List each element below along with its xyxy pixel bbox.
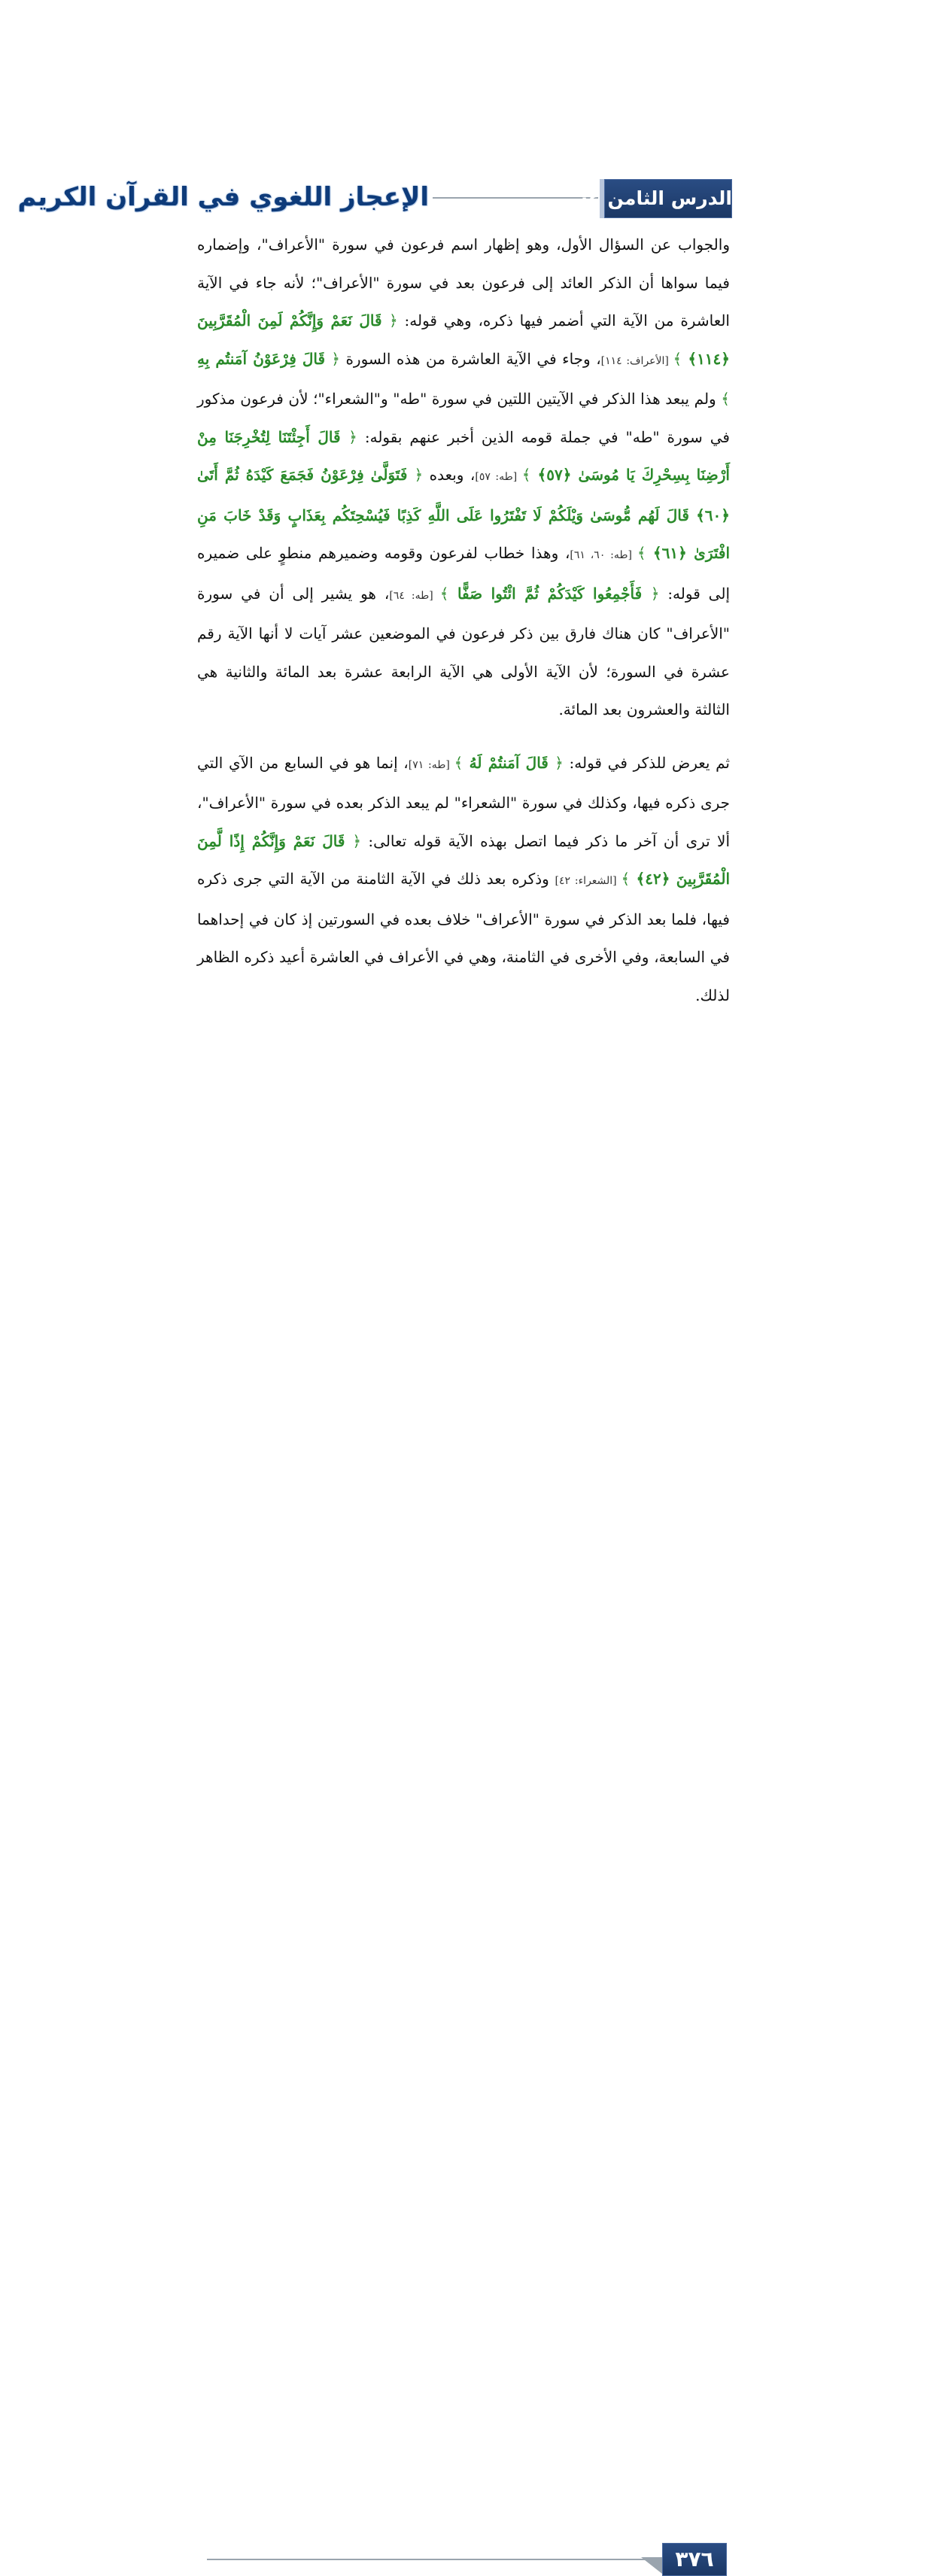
- footer-ornament: [641, 2557, 662, 2574]
- body-text-run: ، وبعده: [423, 466, 476, 484]
- page-number: ٣٧٦: [675, 2547, 714, 2571]
- paragraph: [197, 744, 730, 1015]
- ornate-bracket: ﴿: [414, 466, 424, 484]
- verse-reference: [الأعراف: ١١٤]: [600, 354, 673, 367]
- lesson-label-box: [557, 179, 732, 218]
- ornate-bracket: ﴿: [331, 349, 340, 368]
- quran-verse: قَالَ نَعَمْ وَإِنَّكُمْ إِذًا لَّمِنَ الْمُقَرَّبِينَ ﴿٤٢﴾: [197, 831, 731, 888]
- ornate-bracket: ﴾: [454, 753, 463, 772]
- ornate-bracket: ﴾: [439, 584, 449, 603]
- ornate-bracket: ﴾: [521, 466, 531, 484]
- body-text-run: وذكره بعد ذلك في الآية الثامنة من الآية التي جرى ذكره فيها، فلما بعد الذكر في سورة "الأعراف" خلاف بعده في السورتين إذ كان في إحداهما في السابعة، وفي الأخرى في الثامنة، وهي في الأعراف في العاشرة أعيد ذكره الظاهر لذلك.: [197, 870, 730, 1004]
- paragraph: [197, 226, 730, 729]
- verse-reference: [طه: ٥٧]: [475, 471, 522, 483]
- quran-verse: فَأَجْمِعُوا كَيْدَكُمْ ثُمَّ ائْتُوا صَفًّا: [448, 584, 651, 603]
- quran-verse: قَالَ آمَنتُمْ لَهُ: [463, 753, 555, 772]
- body-text-run: ثم يعرض للذكر في قوله:: [563, 753, 730, 772]
- quran-verse: قَالَ أَجِئْتَنَا لِتُخْرِجَنَا مِنْ أَرْضِنَا بِسِحْرِكَ يَا مُوسَىٰ ﴿٥٧﴾: [197, 427, 730, 484]
- verse-reference: [طه: ٧١]: [408, 758, 454, 771]
- body-text-run: ولم يبعد هذا الذكر في الآيتين اللتين في سورة "طه" و"الشعراء"؛ لأن فرعون مذكور في سورة "طه" في جملة قومه الذين أخبر عنهم بقوله:: [197, 390, 730, 446]
- page-header: [0, 0, 933, 241]
- page-footer: [0, 1264, 933, 2571]
- verse-reference: [طه: ٦٤]: [389, 589, 440, 602]
- quran-verse: فَتَوَلَّىٰ فِرْعَوْنُ فَجَمَعَ كَيْدَهُ ثُمَّ أَتَىٰ ﴿٦٠﴾ قَالَ لَهُم مُّوسَىٰ وَيْلَكُمْ لَا تَفْتَرُوا عَلَى اللَّهِ كَذِبًا فَيُسْحِتَكُم بِعَذَابٍ وَقَدْ خَابَ مَنِ افْتَرَىٰ ﴿٦١﴾: [197, 466, 731, 562]
- body-text-run: ، هو يشير إلى أن في سورة "الأعراف" كان هناك فارق بين ذكر فرعون في الموضعين عشر آيات لا أنها الآية رقم عشرة في السورة؛ لأن الآية الأولى هي الآية الرابعة عشرة بعد المائة والثانية هي الثالثة والعشرون بعد المائة.: [197, 584, 730, 718]
- quran-verse: قَالَ نَعَمْ وَإِنَّكُمْ لَمِنَ الْمُقَرَّبِينَ ﴿١١٤﴾: [197, 311, 731, 368]
- ornate-bracket: ﴿: [650, 584, 660, 603]
- ornate-bracket: ﴾: [673, 349, 682, 368]
- body-text-run: والجواب عن السؤال الأول، وهو إظهار اسم فرعون في سورة "الأعراف"، وإضماره فيما سواها أن الذكر العائد إلى فرعون بعد في سورة "الأعراف"؛ لأنه جاء في الآية العاشرة من الآية التي أضمر فيها ذكره، وهي قوله:: [197, 235, 730, 330]
- quran-verse: قَالَ فِرْعَوْنُ آمَنتُم بِهِ: [197, 349, 332, 368]
- body-text: [197, 226, 730, 1014]
- body-text-run: ، وجاء في الآية العاشرة من هذه السورة: [339, 349, 601, 368]
- body-text-run: ، وهذا خطاب لفرعون وقومه وضميرهم منطوٍ على ضميره إلى قوله:: [197, 544, 731, 603]
- verse-reference: [الشعراء: ٤٢]: [555, 875, 621, 887]
- page-number-box: [662, 2543, 727, 2576]
- body-text-run: ، إنما هو في السابع من الآي التي جرى ذكره فيها، وكذلك في سورة "الشعراء" لم يبعد الذكر بعده في سورة "الأعراف"، ألا ترى أن آخر ما ذكر فيما اتصل بهذه الآية قوله تعالى:: [197, 753, 731, 850]
- ornate-bracket: ﴿: [389, 311, 398, 330]
- ornate-bracket: ﴾: [621, 870, 631, 888]
- verse-reference: [طه: ٦٠، ٦١]: [570, 549, 637, 561]
- ornate-bracket: ﴿: [555, 753, 564, 772]
- footer-divider: [207, 2559, 658, 2560]
- book-title: الإعجاز اللغوي في القرآن الكريم: [17, 182, 429, 212]
- ornate-bracket: ﴾: [637, 544, 646, 562]
- ornate-bracket: ﴿: [352, 831, 362, 850]
- ornate-bracket: ﴾: [721, 390, 730, 408]
- ornate-bracket: ﴿: [348, 427, 357, 446]
- lesson-label: الدرس الثامن عشر: [557, 187, 732, 209]
